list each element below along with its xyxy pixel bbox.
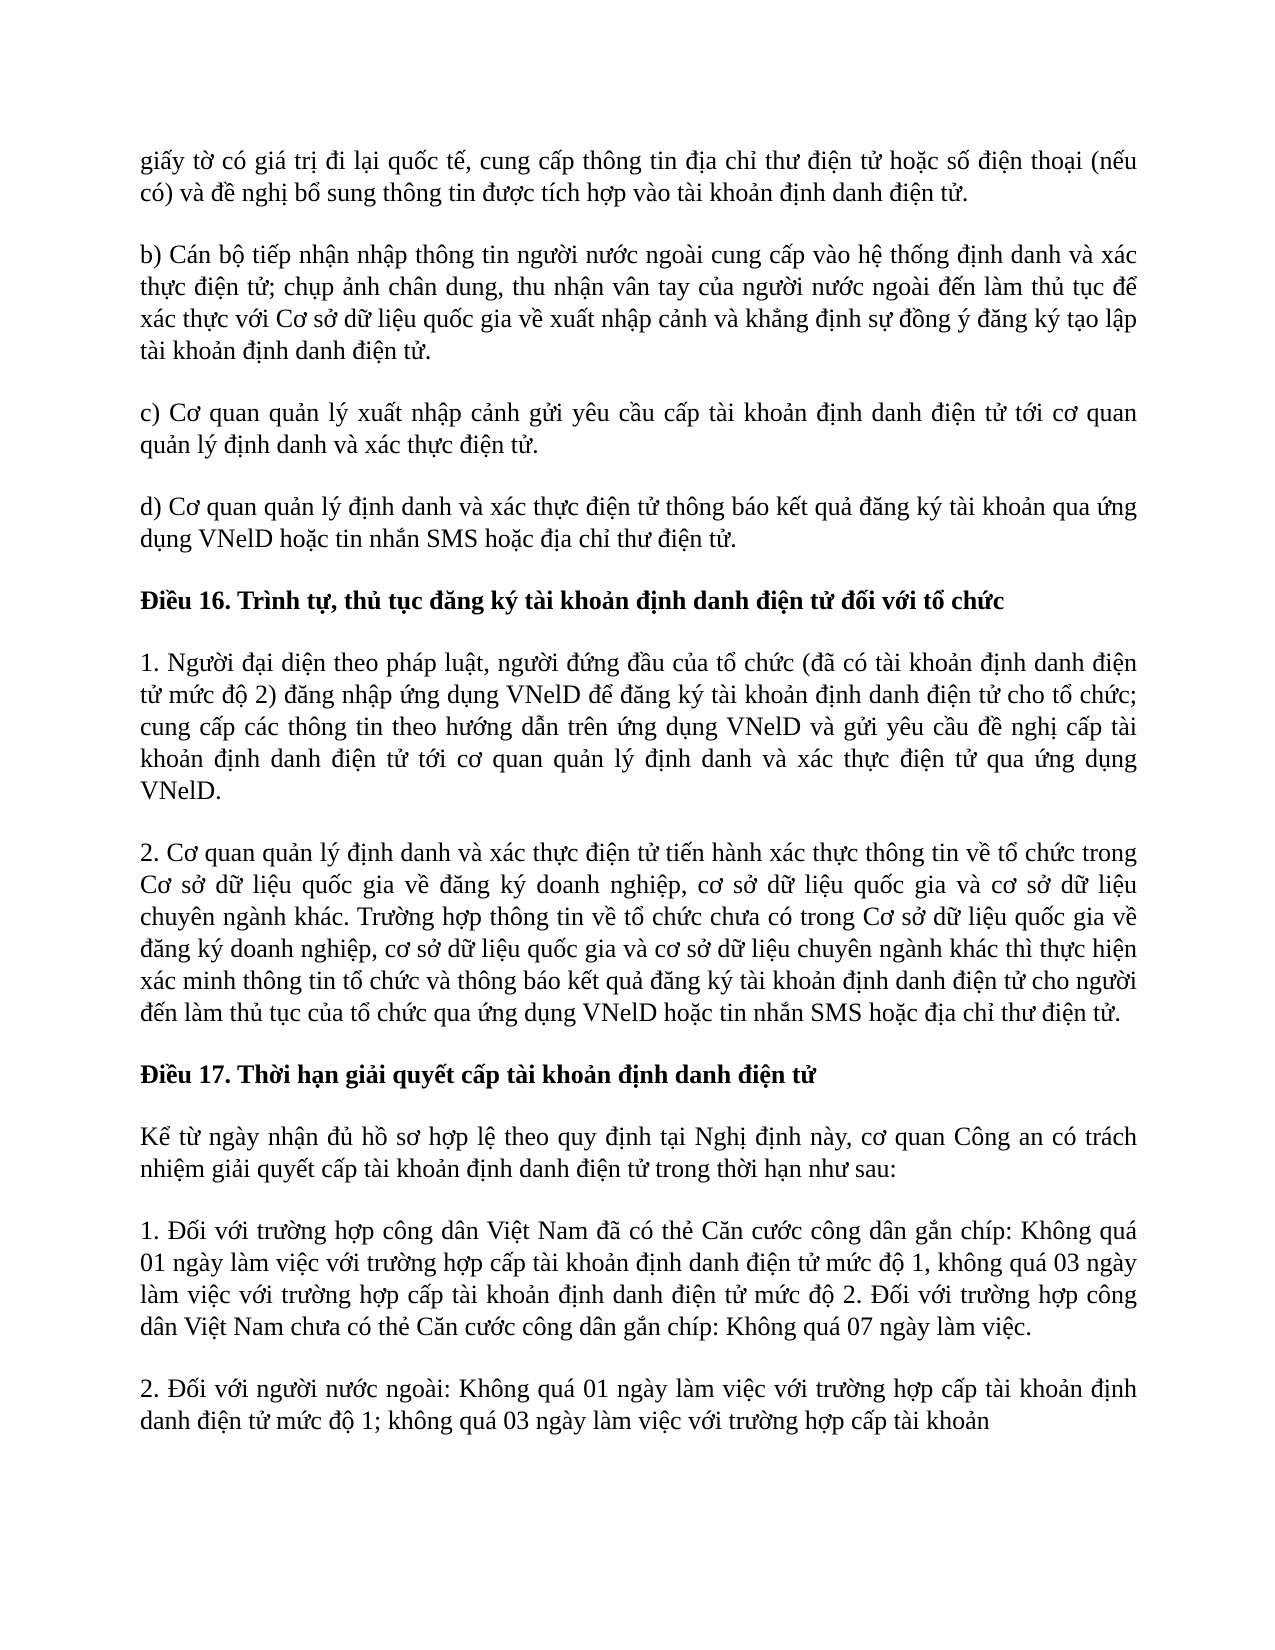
dieu-17-paragraph-1: 1. Đối với trường hợp công dân Việt Nam đã có thẻ Căn cước công dân gắn chíp: Không quá 01 ngày làm việc với trường hợp cấp tài khoản định danh điện tử mức độ 1, không quá 03 ngày làm việc với trường hợp cấp tài khoản định danh điện tử mức độ 2. Đối với trường hợp công dân Việt Nam chưa có thẻ Căn cước công dân gắn chíp: Không quá 07 ngày làm việc. <box>140 1216 1137 1341</box>
paragraph-point-b: b) Cán bộ tiếp nhận nhập thông tin người nước ngoài cung cấp vào hệ thống định danh và xác thực điện tử; chụp ảnh chân dung, thu nhận vân tay của người nước ngoài đến làm thủ tục để xác thực với Cơ sở dữ liệu quốc gia về xuất nhập cảnh và khẳng định sự đồng ý đăng ký tạo lập tài khoản định danh điện tử. <box>140 240 1137 365</box>
dieu-17-intro: Kể từ ngày nhận đủ hồ sơ hợp lệ theo quy định tại Nghị định này, cơ quan Công an có trách nhiệm giải quyết cấp tài khoản định danh điện tử trong thời hạn như sau: <box>140 1122 1137 1183</box>
paragraph-point-d: d) Cơ quan quản lý định danh và xác thực điện tử thông báo kết quả đăng ký tài khoản qua ứng dụng VNelD hoặc tin nhắn SMS hoặc địa chỉ thư điện tử. <box>140 492 1137 553</box>
dieu-16-paragraph-2: 2. Cơ quan quản lý định danh và xác thực điện tử tiến hành xác thực thông tin về tổ chức trong Cơ sở dữ liệu quốc gia về đăng ký doanh nghiệp, cơ sở dữ liệu quốc gia và cơ sở dữ liệu chuyên ngành khác. Trường hợp thông tin về tổ chức chưa có trong Cơ sở dữ liệu quốc gia về đăng ký doanh nghiệp, cơ sở dữ liệu quốc gia và cơ sở dữ liệu chuyên ngành khác thì thực hiện xác minh thông tin tổ chức và thông báo kết quả đăng ký tài khoản định danh điện tử cho người đến làm thủ tục của tổ chức qua ứng dụng VNelD hoặc tin nhắn SMS hoặc địa chỉ thư điện tử. <box>140 838 1137 1027</box>
dieu-16-paragraph-1: 1. Người đại diện theo pháp luật, người đứng đầu của tổ chức (đã có tài khoản định danh điện tử mức độ 2) đăng nhập ứng dụng VNelD để đăng ký tài khoản định danh điện tử cho tổ chức; cung cấp các thông tin theo hướng dẫn trên ứng dụng VNelD và gửi yêu cầu đề nghị cấp tài khoản định danh điện tử tới cơ quan quản lý định danh và xác thực điện tử qua ứng dụng VNelD. <box>140 648 1137 805</box>
paragraph-point-c: c) Cơ quan quản lý xuất nhập cảnh gửi yêu cầu cấp tài khoản định danh điện tử tới cơ quan quản lý định danh và xác thực điện tử. <box>140 398 1137 459</box>
paragraph-intro-continuation: giấy tờ có giá trị đi lại quốc tế, cung cấp thông tin địa chỉ thư điện tử hoặc số điện thoại (nếu có) và đề nghị bổ sung thông tin được tích hợp vào tài khoản định danh điện tử. <box>140 146 1137 207</box>
dieu-17-paragraph-2: 2. Đối với người nước ngoài: Không quá 01 ngày làm việc với trường hợp cấp tài khoản định danh điện tử mức độ 1; không quá 03 ngày làm việc với trường hợp cấp tài khoản <box>140 1374 1137 1435</box>
heading-dieu-16: Điều 16. Trình tự, thủ tục đăng ký tài khoản định danh điện tử đối với tổ chức <box>140 586 1005 615</box>
heading-dieu-17: Điều 17. Thời hạn giải quyết cấp tài khoản định danh điện tử <box>140 1060 817 1089</box>
